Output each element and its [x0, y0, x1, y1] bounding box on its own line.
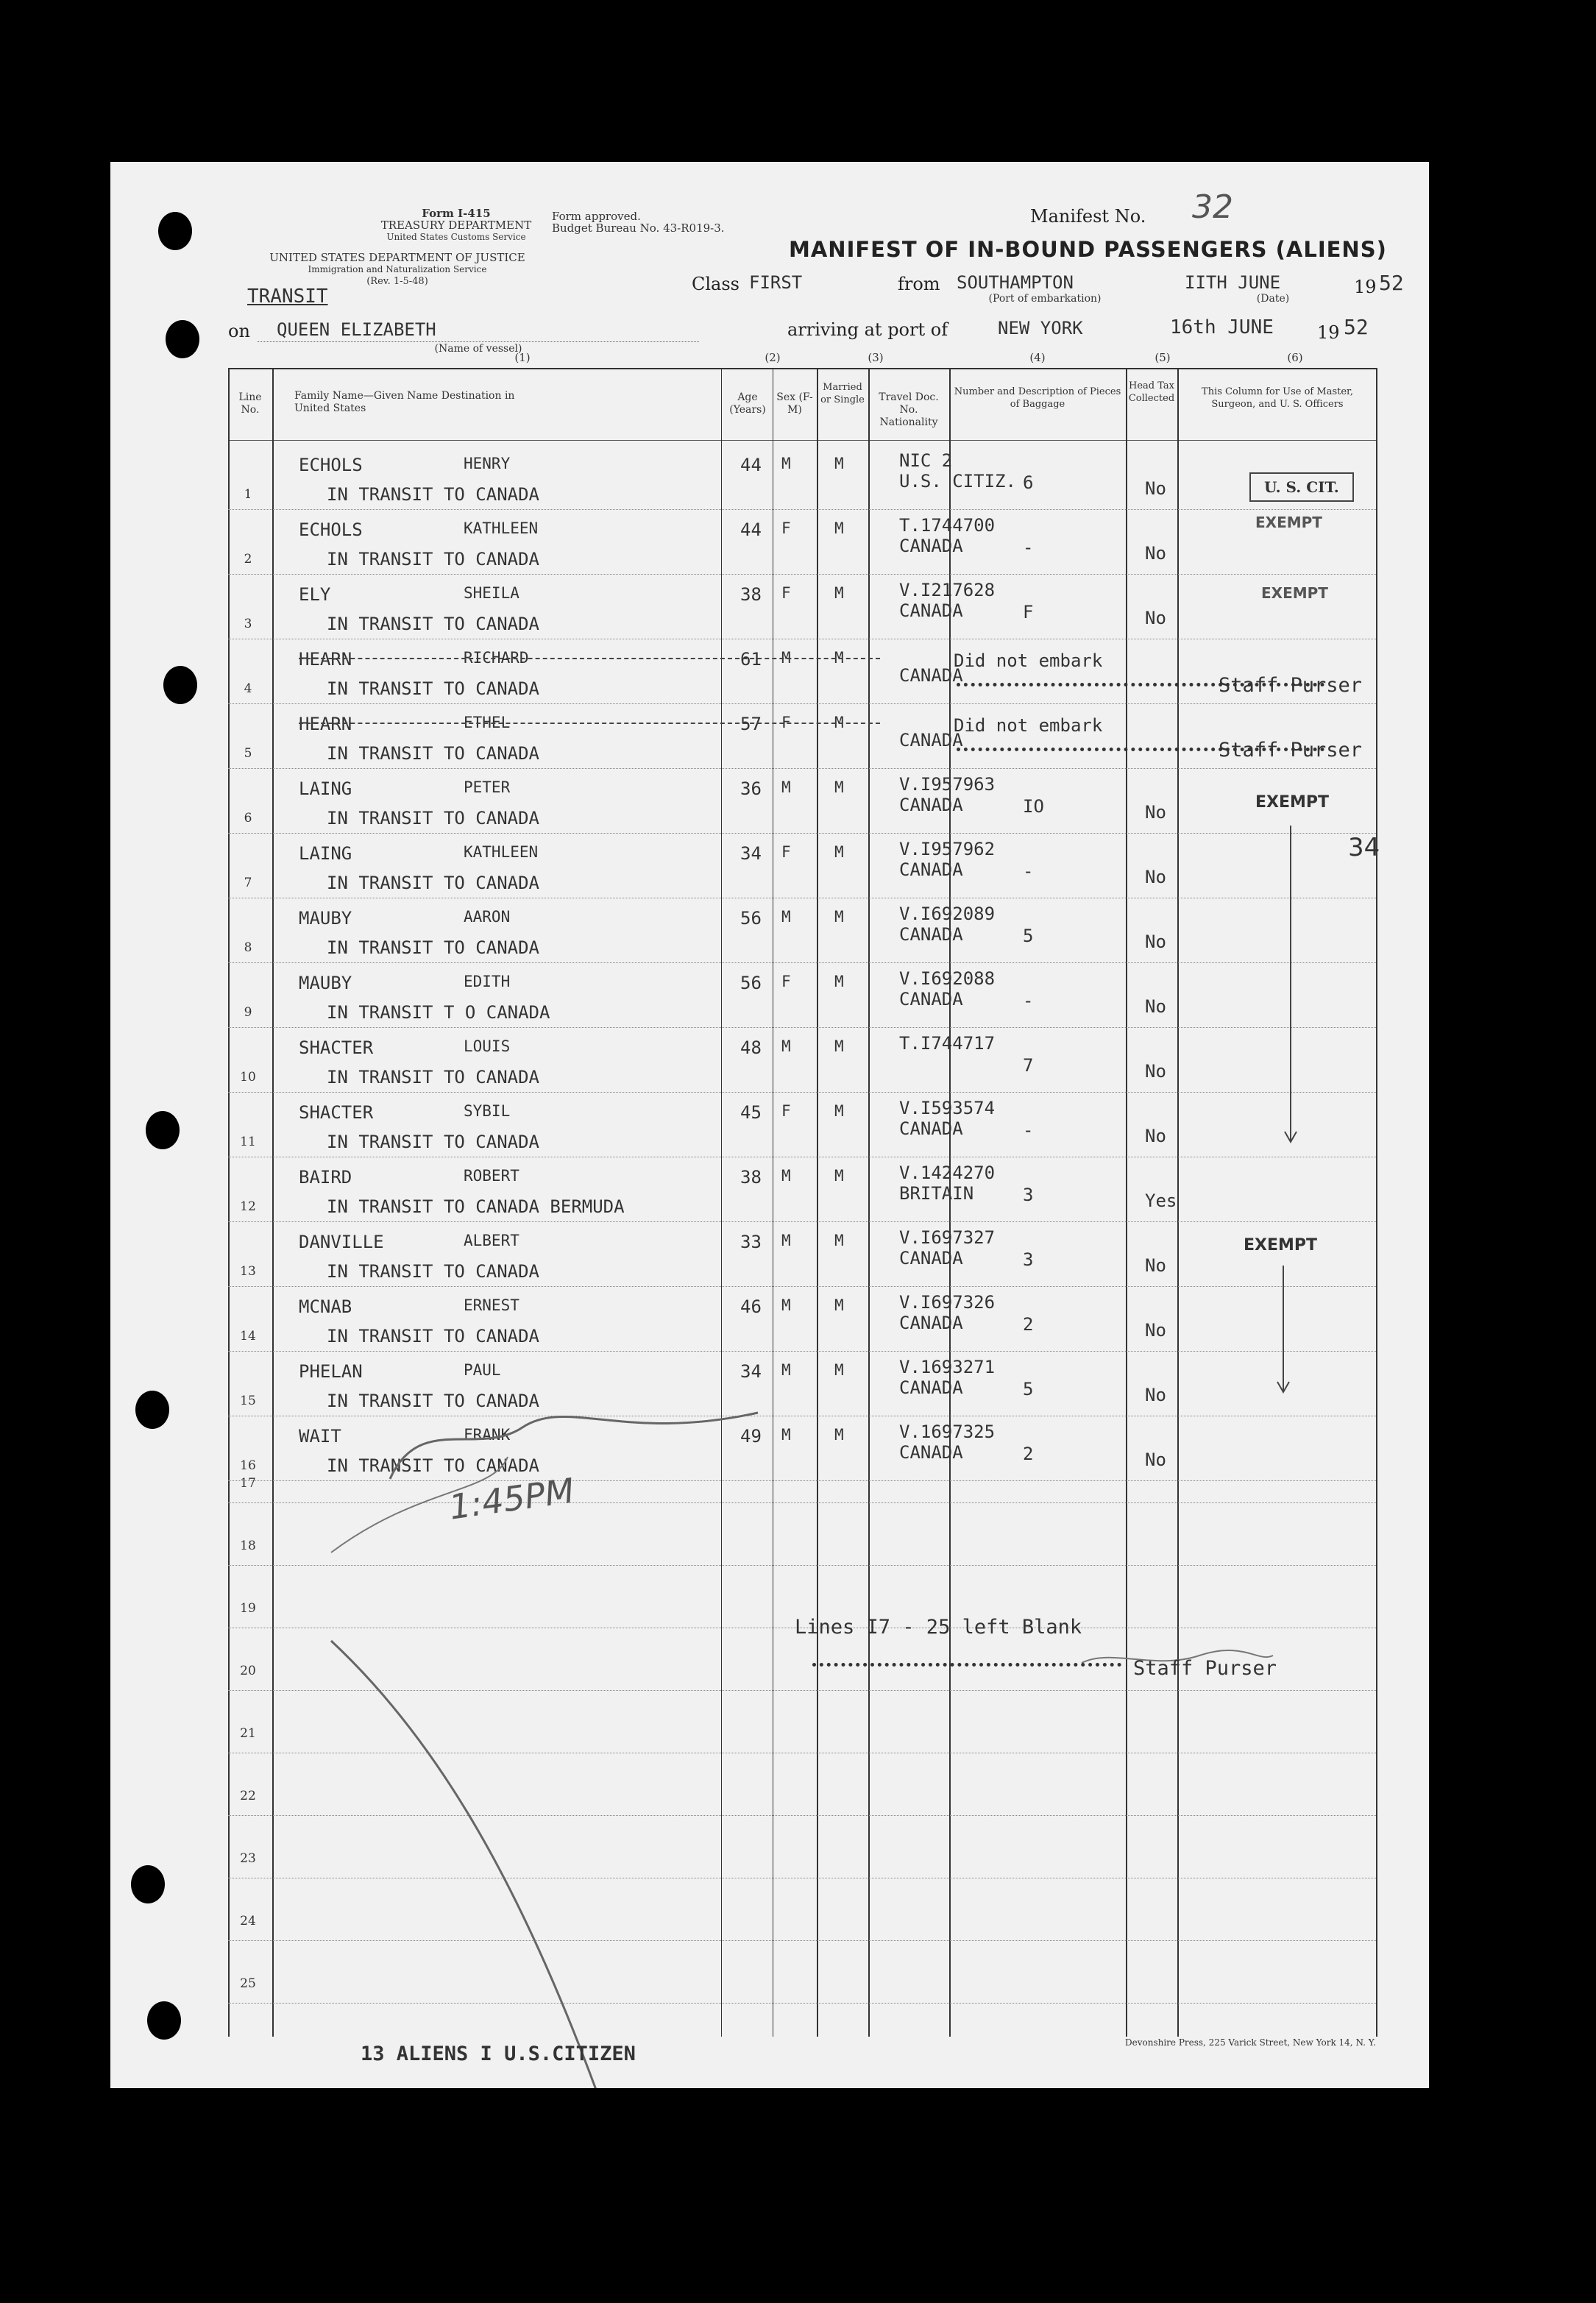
sex: M — [781, 1361, 791, 1379]
destination: IN TRANSIT TO CANADA — [327, 873, 539, 893]
given-name: SYBIL — [464, 1102, 511, 1120]
age: 45 — [740, 1102, 762, 1123]
us-citizen-stamp: U. S. CIT. — [1249, 472, 1354, 502]
embarkation-caption: (Port of embarkation) — [988, 293, 1102, 305]
family-name: LAING — [299, 843, 352, 864]
destination: IN TRANSIT TO CANADA — [327, 1455, 539, 1476]
signature-time: 1:45PM — [447, 1470, 577, 1527]
punch-hole — [131, 1865, 165, 1903]
sex: F — [781, 714, 791, 731]
family-name: BAIRD — [299, 1167, 352, 1188]
given-name: ROBERT — [464, 1167, 519, 1185]
head-tax: No — [1145, 802, 1166, 823]
marital-status: M — [834, 908, 844, 926]
travel-doc: V.I697327 — [899, 1227, 996, 1248]
given-name: LOUIS — [464, 1037, 511, 1055]
justice-department: UNITED STATES DEPARTMENT OF JUSTICE — [269, 251, 525, 264]
sex: F — [781, 519, 791, 537]
blank-line-number: 20 — [240, 1664, 256, 1678]
age: 49 — [740, 1426, 762, 1447]
age: 57 — [740, 714, 762, 734]
baggage: - — [1023, 861, 1034, 881]
given-name: FRANK — [464, 1426, 511, 1444]
family-name: MCNAB — [299, 1296, 352, 1317]
family-name: SHACTER — [299, 1037, 374, 1058]
class-label: Class — [692, 274, 740, 294]
baggage: 3 — [1023, 1185, 1034, 1205]
destination: IN TRANSIT TO CANADA — [327, 614, 539, 634]
nationality: CANADA — [899, 1313, 963, 1333]
given-name: KATHLEEN — [464, 843, 539, 861]
baggage: Did not embark — [954, 715, 1103, 736]
age: 44 — [740, 455, 762, 475]
marital-status: M — [834, 778, 844, 796]
year-prefix-1: 19 — [1354, 277, 1377, 297]
given-name: ERNEST — [464, 1296, 519, 1314]
travel-doc: V.I593574 — [899, 1098, 996, 1118]
travel-doc: V.I697326 — [899, 1292, 996, 1313]
destination: IN TRANSIT TO CANADA — [327, 678, 539, 699]
line-number: 6 — [244, 811, 252, 826]
age: 38 — [740, 584, 762, 605]
header-officers: This Column for Use of Master, Surgeon, and U. S. Officers — [1202, 386, 1353, 410]
baggage: 2 — [1023, 1314, 1034, 1335]
head-tax: No — [1145, 1126, 1166, 1146]
punch-hole — [163, 666, 197, 704]
family-name: ECHOLS — [299, 455, 363, 475]
sex: F — [781, 1102, 791, 1120]
annotation-marks — [110, 162, 1429, 2088]
given-name: SHEILA — [464, 584, 519, 602]
line-number: 15 — [240, 1394, 256, 1408]
header-baggage: Number and Description of Pieces of Baggage — [954, 386, 1121, 410]
family-name: LAING — [299, 778, 352, 799]
given-name: RICHARD — [464, 649, 529, 667]
sex: F — [781, 843, 791, 861]
family-name: HEARN — [299, 714, 352, 734]
head-tax: No — [1145, 543, 1166, 564]
printer-imprint: Devonshire Press, 225 Varick Street, New York 14, N. Y. — [1124, 2037, 1376, 2048]
family-name: SHACTER — [299, 1102, 374, 1123]
blank-line-number: 19 — [240, 1601, 256, 1616]
baggage: 2 — [1023, 1444, 1034, 1464]
marital-status: M — [834, 519, 844, 537]
given-name: PETER — [464, 778, 511, 796]
marital-status: M — [834, 1167, 844, 1185]
marital-status: M — [834, 1296, 844, 1314]
nationality: CANADA — [899, 730, 963, 750]
family-name: PHELAN — [299, 1361, 363, 1382]
marital-status: M — [834, 1037, 844, 1055]
immigration-service: Immigration and Naturalization Service — [308, 264, 487, 274]
destination: IN TRANSIT TO CANADA BERMUDA — [327, 1196, 625, 1217]
baggage: - — [1023, 1120, 1034, 1140]
vessel-caption: (Name of vessel) — [434, 343, 522, 355]
budget-bureau: Budget Bureau No. 43-R019-3. — [552, 221, 725, 235]
header-sex: Sex (F-M) — [776, 391, 813, 416]
destination: IN TRANSIT TO CANADA — [327, 1067, 539, 1087]
family-name: WAIT — [299, 1426, 341, 1447]
blank-line-number: 18 — [240, 1539, 256, 1553]
given-name: EDITH — [464, 973, 511, 990]
from-label: from — [898, 274, 940, 294]
line-number: 12 — [240, 1199, 256, 1214]
manifest-page — [110, 162, 1429, 2088]
nationality: CANADA — [899, 1118, 963, 1139]
customs-service: United States Customs Service — [386, 232, 526, 242]
line-number: 13 — [240, 1264, 256, 1279]
head-tax: No — [1145, 1449, 1166, 1470]
manifest-title: MANIFEST OF IN-BOUND PASSENGERS (ALIENS) — [789, 237, 1387, 262]
age: 34 — [740, 843, 762, 864]
punch-hole — [146, 1111, 180, 1149]
marital-status: M — [834, 649, 844, 667]
year-2: 52 — [1344, 315, 1369, 339]
line-number: 14 — [240, 1329, 256, 1344]
punch-hole — [158, 212, 192, 250]
sex: M — [781, 455, 791, 472]
travel-doc: T.I744717 — [899, 1033, 996, 1054]
marital-status: M — [834, 843, 844, 861]
destination: IN TRANSIT TO CANADA — [327, 1326, 539, 1346]
col-num-2: (2) — [765, 351, 781, 364]
col-num-6: (6) — [1287, 351, 1303, 364]
year-1: 52 — [1379, 271, 1404, 295]
head-tax: No — [1145, 1320, 1166, 1341]
baggage: 5 — [1023, 1379, 1034, 1399]
embarkation-port: SOUTHAMPTON — [957, 272, 1074, 293]
marital-status: M — [834, 714, 844, 731]
diagonal-pen-stroke — [331, 1641, 596, 2088]
destination: IN TRANSIT T O CANADA — [327, 1002, 550, 1023]
header-line-no: Line No. — [238, 391, 262, 416]
purser-label: Staff Purser — [1133, 1657, 1277, 1680]
punch-hole — [166, 320, 199, 358]
blank-lines-note: Lines I7 - 25 left Blank — [795, 1616, 1082, 1639]
line-number: 2 — [244, 552, 252, 567]
baggage: IO — [1023, 796, 1044, 817]
baggage: 5 — [1023, 926, 1034, 946]
family-name: ELY — [299, 584, 331, 605]
col-num-1: (1) — [514, 351, 531, 364]
head-tax: No — [1145, 608, 1166, 628]
exempt-stamp-4: EXEMPT — [1244, 1236, 1318, 1255]
nationality: CANADA — [899, 600, 963, 621]
nationality: U.S. CITIZ. — [899, 471, 1016, 492]
family-name: MAUBY — [299, 973, 352, 993]
baggage: 6 — [1023, 472, 1034, 493]
sex: M — [781, 1426, 791, 1444]
treasury-department: TREASURY DEPARTMENT — [380, 219, 532, 232]
line-number: 1 — [244, 487, 252, 502]
exempt-stamp-1: EXEMPT — [1255, 514, 1322, 531]
header-travel-doc: Travel Doc. No. Nationality — [879, 391, 939, 428]
marital-status: M — [834, 973, 844, 990]
on-label: on — [228, 321, 250, 341]
travel-doc: V.I957962 — [899, 839, 996, 859]
line-number: 5 — [244, 746, 252, 761]
travel-doc: V.I692089 — [899, 904, 996, 924]
sex: M — [781, 908, 791, 926]
year-prefix-2: 19 — [1317, 322, 1340, 343]
line-number: 16 — [240, 1458, 256, 1473]
arriving-label: arriving at port of — [787, 319, 948, 340]
arrival-port: NEW YORK — [998, 318, 1083, 338]
nationality: CANADA — [899, 795, 963, 815]
sex: F — [781, 584, 791, 602]
line-number: 9 — [244, 1005, 252, 1020]
totals-line: 13 ALIENS I U.S.CITIZEN — [361, 2043, 636, 2065]
sex: M — [781, 649, 791, 667]
age: 38 — [740, 1167, 762, 1188]
header-head-tax: Head Tax Collected — [1128, 380, 1175, 404]
baggage: Did not embark — [954, 650, 1103, 671]
blank-line-number: 23 — [240, 1851, 256, 1866]
destination: IN TRANSIT TO CANADA — [327, 1261, 539, 1282]
head-tax: Yes — [1145, 1190, 1177, 1211]
baggage: - — [1023, 990, 1034, 1011]
exempt-stamp-2: EXEMPT — [1261, 584, 1328, 602]
sex: M — [781, 1167, 791, 1185]
age: 33 — [740, 1232, 762, 1252]
travel-doc: V.I692088 — [899, 968, 996, 989]
sex: M — [781, 1296, 791, 1314]
head-tax: No — [1145, 932, 1166, 952]
travel-doc: NIC 2 — [899, 450, 953, 471]
given-name: KATHLEEN — [464, 519, 539, 537]
baggage: 7 — [1023, 1055, 1034, 1076]
punch-hole — [135, 1391, 169, 1429]
head-tax: No — [1145, 478, 1166, 499]
age: 56 — [740, 973, 762, 993]
marital-status: M — [834, 1102, 844, 1120]
blank-line-number: 21 — [240, 1726, 256, 1741]
purser-note: Staff Purser — [1219, 739, 1363, 762]
family-name: MAUBY — [299, 908, 352, 929]
blank-line-number: 22 — [240, 1789, 256, 1803]
destination: IN TRANSIT TO CANADA — [327, 937, 539, 958]
side-count: 34 — [1348, 833, 1380, 862]
line-number: 7 — [244, 876, 252, 890]
arrival-date: 16th JUNE — [1170, 316, 1274, 338]
nationality: CANADA — [899, 1442, 963, 1463]
head-tax: No — [1145, 1385, 1166, 1405]
head-tax: No — [1145, 996, 1166, 1017]
given-name: ETHEL — [464, 714, 511, 731]
embarkation-date: IITH JUNE — [1185, 272, 1281, 293]
baggage: F — [1023, 602, 1034, 622]
family-name: DANVILLE — [299, 1232, 384, 1252]
purser-dots — [812, 1663, 1121, 1667]
marital-status: M — [834, 1426, 844, 1444]
destination: IN TRANSIT TO CANADA — [327, 549, 539, 569]
nationality: BRITAIN — [899, 1183, 974, 1204]
revision-date: (Rev. 1-5-48) — [366, 276, 428, 287]
destination: IN TRANSIT TO CANADA — [327, 1391, 539, 1411]
header-age: Age (Years) — [729, 391, 766, 416]
sex: M — [781, 1232, 791, 1249]
travel-doc: T.1744700 — [899, 515, 996, 536]
age: 44 — [740, 519, 762, 540]
line-number: 4 — [244, 681, 252, 696]
head-tax: No — [1145, 1255, 1166, 1276]
header-married: Married or Single — [820, 382, 865, 405]
travel-doc: V.1697325 — [899, 1422, 996, 1442]
age: 48 — [740, 1037, 762, 1058]
line-number: 8 — [244, 940, 252, 955]
header-name: Family Name—Given Name Destination in United States — [294, 390, 515, 414]
age: 46 — [740, 1296, 762, 1317]
signature-scrawl — [390, 1413, 758, 1479]
nationality: CANADA — [899, 1248, 963, 1268]
nationality: CANADA — [899, 989, 963, 1009]
line-number: 3 — [244, 617, 252, 631]
sex: M — [781, 778, 791, 796]
form-approved: Form approved. — [552, 210, 641, 223]
age: 56 — [740, 908, 762, 929]
purser-note: Staff Purser — [1219, 674, 1363, 697]
travel-doc: V.1424270 — [899, 1163, 996, 1183]
nationality: CANADA — [899, 1377, 963, 1398]
travel-doc: V.1693271 — [899, 1357, 996, 1377]
head-tax: No — [1145, 867, 1166, 887]
blank-line-number: 24 — [240, 1914, 256, 1928]
nationality: CANADA — [899, 859, 963, 880]
col-num-5: (5) — [1155, 351, 1171, 364]
sex: F — [781, 973, 791, 990]
vessel-name: QUEEN ELIZABETH — [277, 319, 436, 340]
baggage: 3 — [1023, 1249, 1034, 1270]
given-name: HENRY — [464, 455, 511, 472]
travel-doc: V.I217628 — [899, 580, 996, 600]
destination: IN TRANSIT TO CANADA — [327, 484, 539, 505]
destination: IN TRANSIT TO CANADA — [327, 1132, 539, 1152]
given-name: PAUL — [464, 1361, 501, 1379]
nationality: CANADA — [899, 536, 963, 556]
punch-hole — [147, 2001, 181, 2040]
col-num-3: (3) — [868, 351, 884, 364]
date-caption: (Date) — [1256, 293, 1290, 305]
manifest-number: 32 — [1192, 188, 1233, 226]
marital-status: M — [834, 584, 844, 602]
baggage: - — [1023, 537, 1034, 558]
nationality: CANADA — [899, 665, 963, 686]
line-number: 10 — [240, 1070, 256, 1085]
family-name: ECHOLS — [299, 519, 363, 540]
class-value: FIRST — [749, 272, 803, 293]
given-name: ALBERT — [464, 1232, 519, 1249]
destination: IN TRANSIT TO CANADA — [327, 808, 539, 828]
blank-line-number: 17 — [240, 1476, 256, 1491]
transit-label: TRANSIT — [247, 285, 328, 308]
sex: M — [781, 1037, 791, 1055]
marital-status: M — [834, 455, 844, 472]
age: 34 — [740, 1361, 762, 1382]
head-tax: No — [1145, 1061, 1166, 1082]
line-number: 11 — [240, 1135, 256, 1149]
nationality: CANADA — [899, 924, 963, 945]
age: 61 — [740, 649, 762, 670]
blank-line-number: 25 — [240, 1976, 256, 1991]
marital-status: M — [834, 1232, 844, 1249]
family-name: HEARN — [299, 649, 352, 670]
marital-status: M — [834, 1361, 844, 1379]
manifest-label: Manifest No. — [1030, 206, 1146, 227]
form-number: Form I-415 — [422, 207, 491, 220]
exempt-stamp-3: EXEMPT — [1255, 793, 1330, 812]
destination: IN TRANSIT TO CANADA — [327, 743, 539, 764]
age: 36 — [740, 778, 762, 799]
col-num-4: (4) — [1029, 351, 1046, 364]
given-name: AARON — [464, 908, 511, 926]
travel-doc: V.I957963 — [899, 774, 996, 795]
